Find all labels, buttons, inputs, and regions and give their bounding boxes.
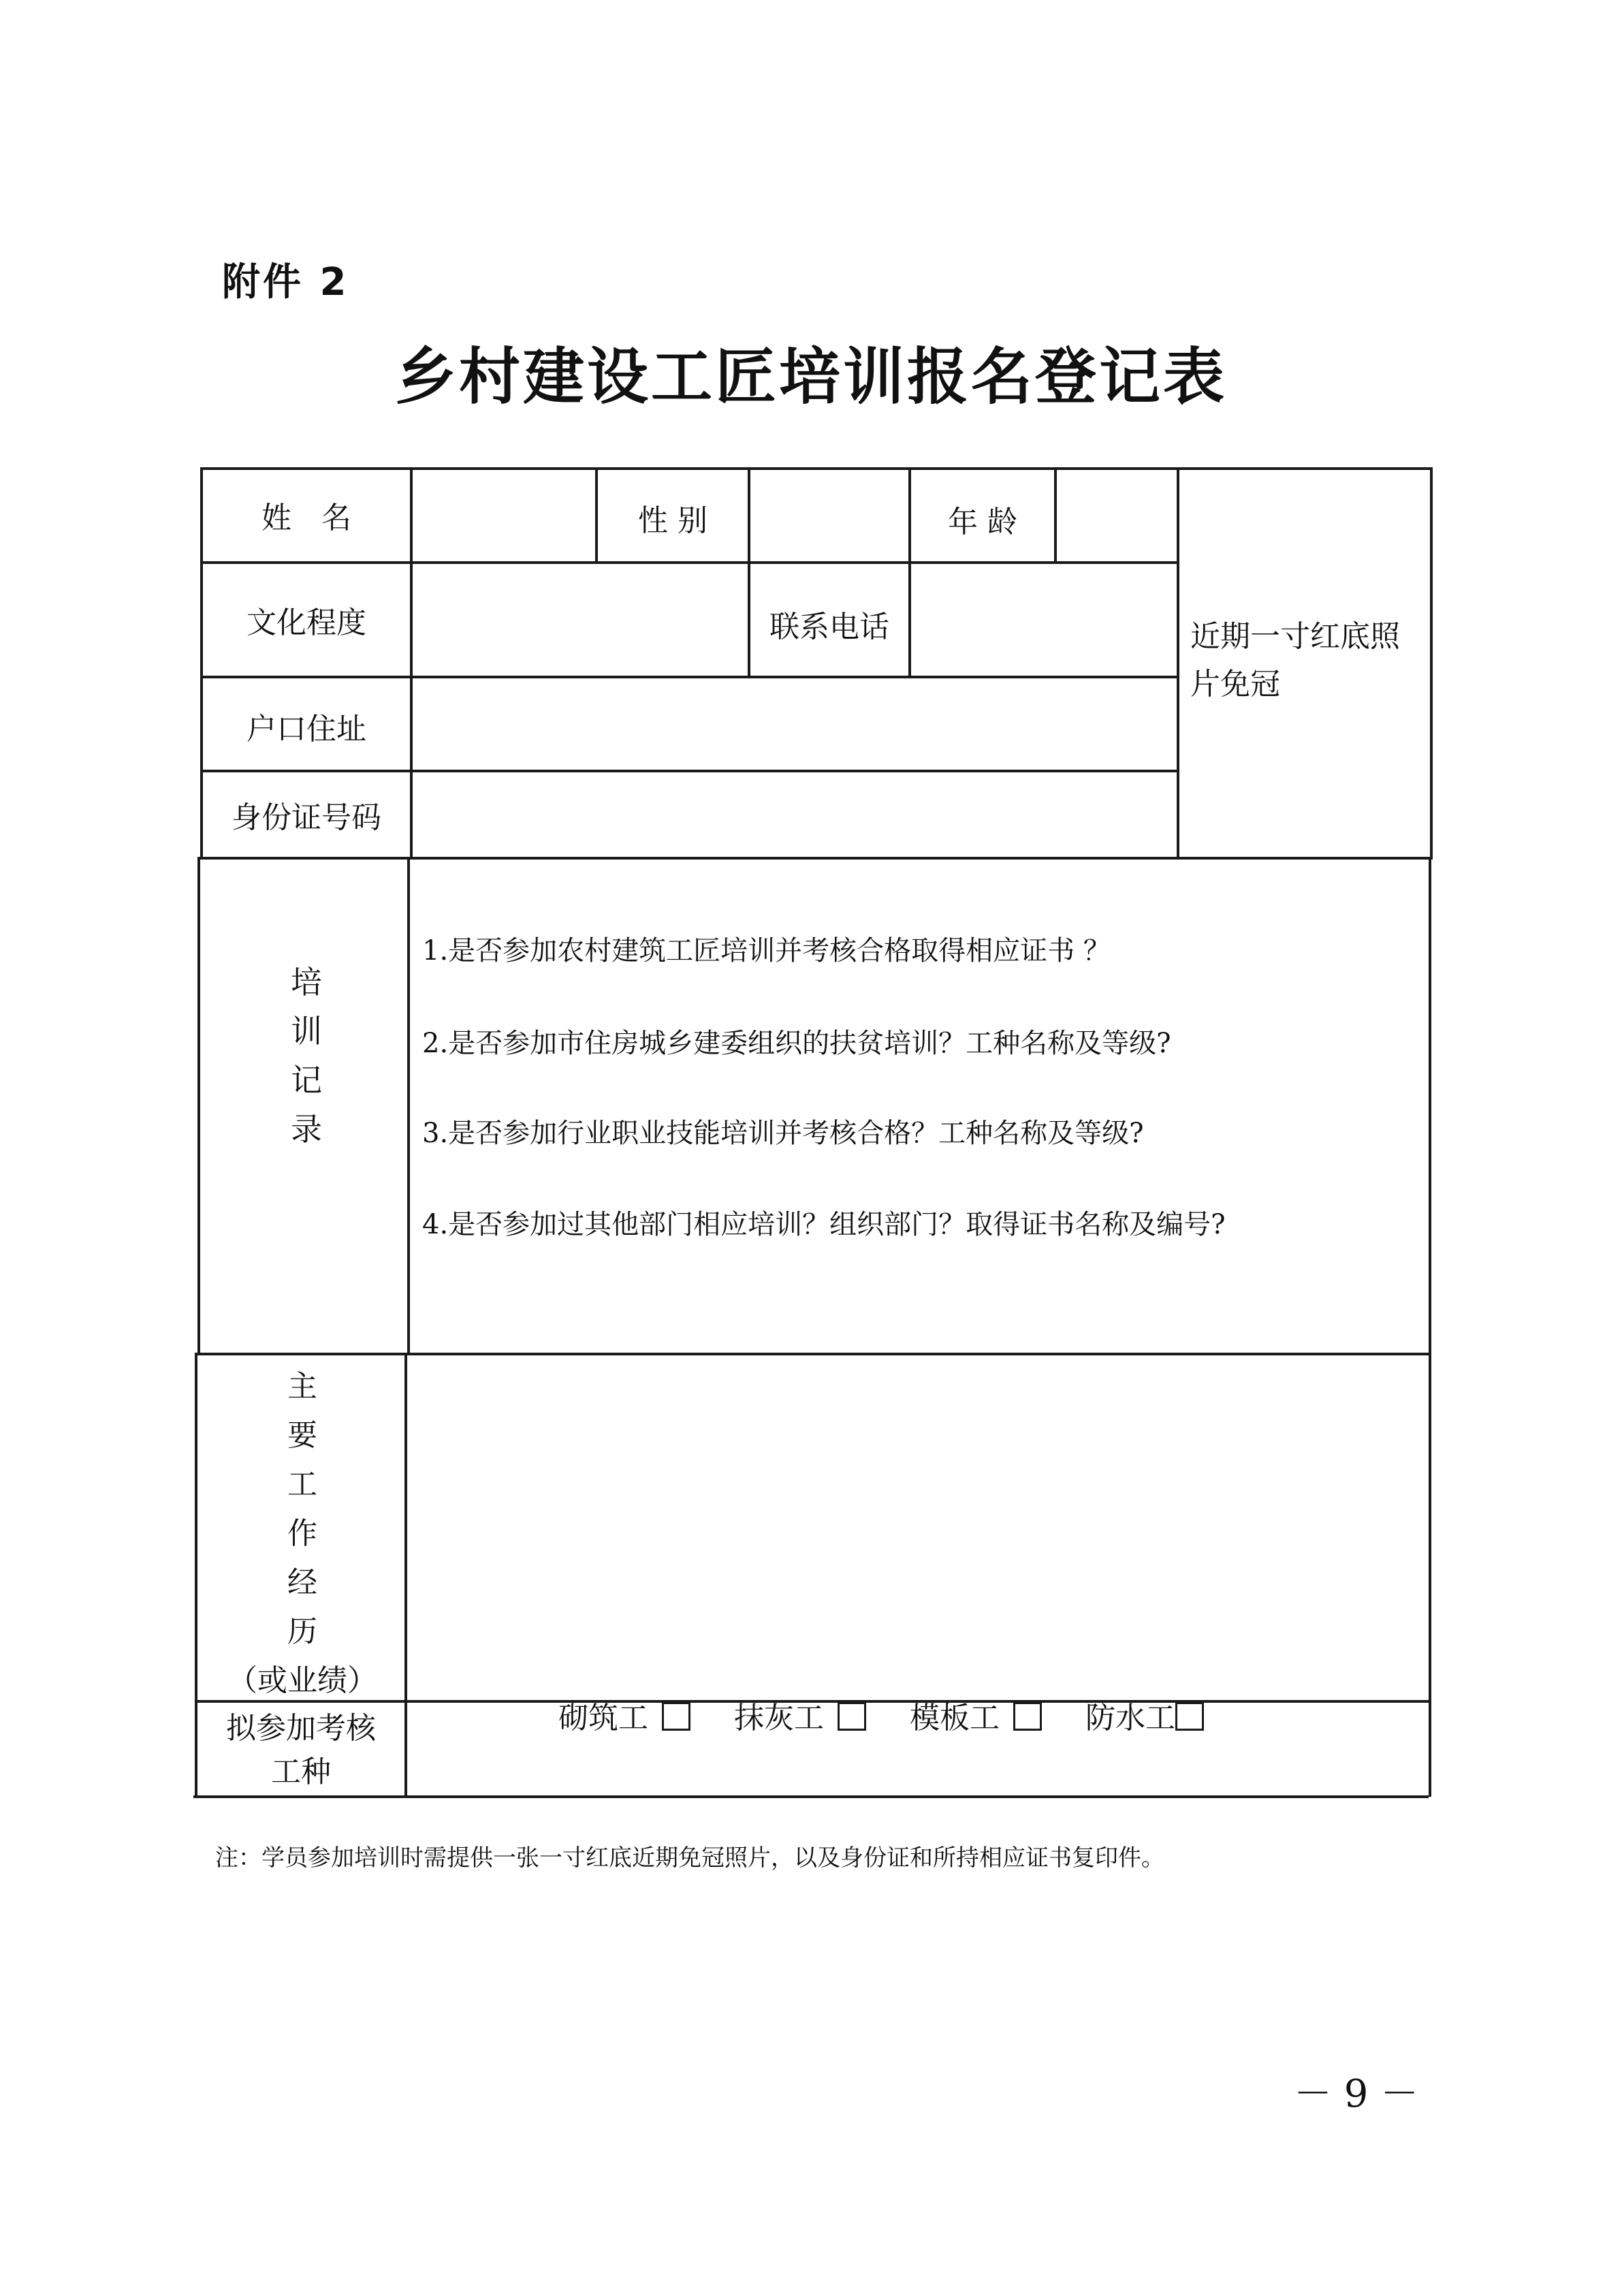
training-question-4: 4.是否参加过其他部门相应培训？组织部门？取得证书名称及编号? bbox=[422, 1209, 1226, 1240]
education-label: 文化程度 bbox=[247, 606, 366, 640]
row-divider bbox=[197, 857, 1433, 860]
table-left-border bbox=[200, 467, 203, 860]
work-type-formwork-label: 模板工 bbox=[910, 1701, 1000, 1735]
form-title: 乡村建设工匠培训报名登记表 bbox=[395, 341, 1227, 413]
work-type-masonry-checkbox[interactable] bbox=[662, 1702, 690, 1731]
label-column-divider bbox=[410, 467, 413, 860]
table-right-border bbox=[1430, 467, 1433, 860]
exam-type-label bbox=[197, 1707, 404, 1794]
work-history-char: 作 bbox=[287, 1516, 317, 1551]
work-type-plastering-label: 抹灰工 bbox=[734, 1701, 824, 1735]
work-type-waterproofing-label: 防水工 bbox=[1085, 1701, 1175, 1735]
row-divider bbox=[200, 676, 1178, 678]
exam-type-label-line1: 拟参加考核 bbox=[226, 1711, 376, 1746]
training-question-1: 1.是否参加农村建筑工匠培训并考核合格取得相应证书 ？ bbox=[422, 935, 1111, 966]
table-right-border bbox=[1429, 857, 1431, 1797]
table-left-border bbox=[197, 857, 200, 1355]
photo-column-divider bbox=[1177, 467, 1179, 860]
label-column-divider bbox=[404, 1353, 407, 1797]
training-question-3: 3.是否参加行业职业技能培训并考核合格？工种名称及等级? bbox=[422, 1118, 1144, 1149]
attachment-label: 附件 2 bbox=[222, 260, 349, 304]
page-number: － 9 － bbox=[1294, 2072, 1419, 2116]
footer-note: 注：学员参加培训时需提供一张一寸红底近期免冠照片，以及身份证和所持相应证书复印件。 bbox=[215, 1844, 1164, 1872]
work-history-char: 要 bbox=[287, 1418, 317, 1453]
label-column-divider bbox=[407, 857, 410, 1355]
work-history-char: 主 bbox=[287, 1369, 317, 1404]
work-history-char: 经 bbox=[287, 1565, 317, 1600]
age-label: 年 龄 bbox=[948, 505, 1017, 539]
exam-type-label-line2: 工种 bbox=[271, 1755, 331, 1789]
training-question-2: 2.是否参加市住房城乡建委组织的扶贫培训？工种名称及等级? bbox=[422, 1028, 1171, 1059]
work-type-options bbox=[558, 1693, 1208, 1737]
work-history-char: 历 bbox=[287, 1614, 317, 1649]
cell-divider bbox=[1054, 467, 1057, 563]
training-record-label-text: 培训记录 bbox=[291, 964, 322, 1148]
table-bottom-border bbox=[193, 1795, 1429, 1798]
row-divider bbox=[196, 1353, 1429, 1355]
phone-label: 联系电话 bbox=[769, 610, 889, 644]
work-history-label bbox=[202, 1362, 403, 1705]
work-type-waterproofing-checkbox[interactable] bbox=[1175, 1702, 1204, 1731]
photo-note: 近期一寸红底照片免冠 bbox=[1190, 619, 1400, 702]
training-record-label bbox=[279, 958, 334, 1154]
work-history-char: 工 bbox=[287, 1467, 317, 1502]
work-history-char: （或业绩） bbox=[227, 1663, 377, 1698]
row-divider bbox=[200, 770, 1178, 772]
household-address-label: 户口住址 bbox=[247, 712, 366, 746]
work-type-plastering-checkbox[interactable] bbox=[838, 1702, 866, 1731]
row-divider bbox=[200, 561, 1178, 564]
work-type-formwork-checkbox[interactable] bbox=[1013, 1702, 1042, 1731]
gender-label: 性 别 bbox=[638, 503, 707, 538]
id-number-label: 身份证号码 bbox=[232, 800, 381, 835]
name-label: 姓 名 bbox=[261, 501, 351, 535]
table-top-border bbox=[200, 467, 1433, 470]
work-type-masonry-label: 砌筑工 bbox=[558, 1701, 648, 1735]
